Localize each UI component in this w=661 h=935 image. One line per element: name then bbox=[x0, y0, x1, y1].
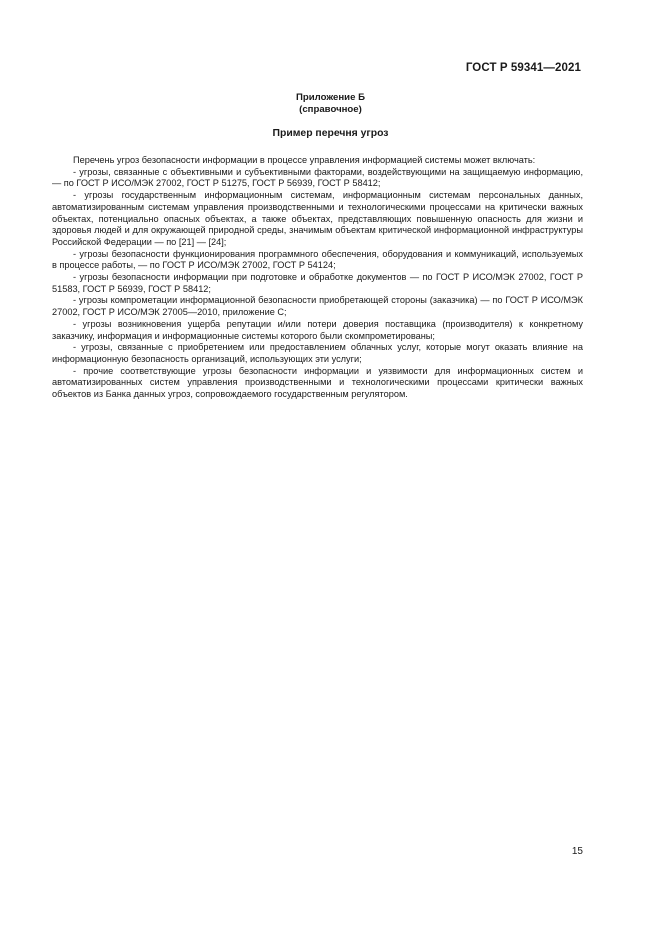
list-item: - угрозы, связанные с приобретением или предоставлением облачных услуг, которые могут оказать влияние на информационную безопасность организаций, использующих эти услуги; bbox=[52, 342, 583, 364]
list-item: - прочие соответствующие угрозы безопасности информации и уязвимости для информационных систем и автоматизированных систем управления производственными и технологическими процессами критически важных объектов из Банка данных угроз, сопровождаемого государственным регулятором. bbox=[52, 365, 583, 400]
list-item: - угрозы безопасности функционирования программного обеспечения, оборудования и коммуникаций, используемых в процессе работы, — по ГОСТ Р ИСО/МЭК 27002, ГОСТ Р 54124; bbox=[52, 248, 583, 271]
list-item: - угрозы возникновения ущерба репутации и/или потери доверия поставщика (производителя) к конкретному заказчику, информация и информационные системы которого были скомпрометированы; bbox=[52, 318, 583, 341]
list-item: - угрозы, связанные с объективными и субъективными факторами, воздействующими на защищаемую информацию, — по ГОСТ Р ИСО/МЭК 27002, ГОСТ Р 51275, ГОСТ Р 56939, ГОСТ Р 58412; bbox=[52, 166, 583, 189]
page-number: 15 bbox=[571, 846, 583, 857]
list-item: - угрозы безопасности информации при подготовке и обработке документов — по ГОСТ Р ИСО/МЭК 27002, ГОСТ Р 51583, ГОСТ Р 56939, ГОСТ Р 58412; bbox=[52, 272, 583, 294]
body-text bbox=[52, 155, 583, 401]
paragraph-intro: Перечень угроз безопасности информации в процессе управления информацией системы может включать: bbox=[73, 155, 536, 165]
annex-title: Пример перечня угроз bbox=[272, 128, 389, 139]
annex-label: Приложение Б bbox=[296, 92, 365, 103]
annex-type: (справочное) bbox=[299, 103, 362, 115]
list-item: - угрозы компрометации информационной безопасности приобретающей стороны (заказчика) — по ГОСТ Р ИСО/МЭК 27002, ГОСТ Р ИСО/МЭК 27005—2010, приложение С; bbox=[52, 295, 583, 318]
document-code: ГОСТ Р 59341—2021 bbox=[465, 62, 581, 74]
annex-heading bbox=[0, 92, 661, 115]
list-item: - угрозы государственным информационным системам, информационным системам персональных данных, автоматизированным системам управления производственными и технологическими процессами на критически важных объектах, потенциально опасных объектах, а также объектах, представляющих повышенную опасность для жизни и здоровья людей и для окружающей природной среды, значимым объектам критической информационной инфраструктуры Российской Федерации — по [21] — [24]; bbox=[52, 190, 583, 247]
